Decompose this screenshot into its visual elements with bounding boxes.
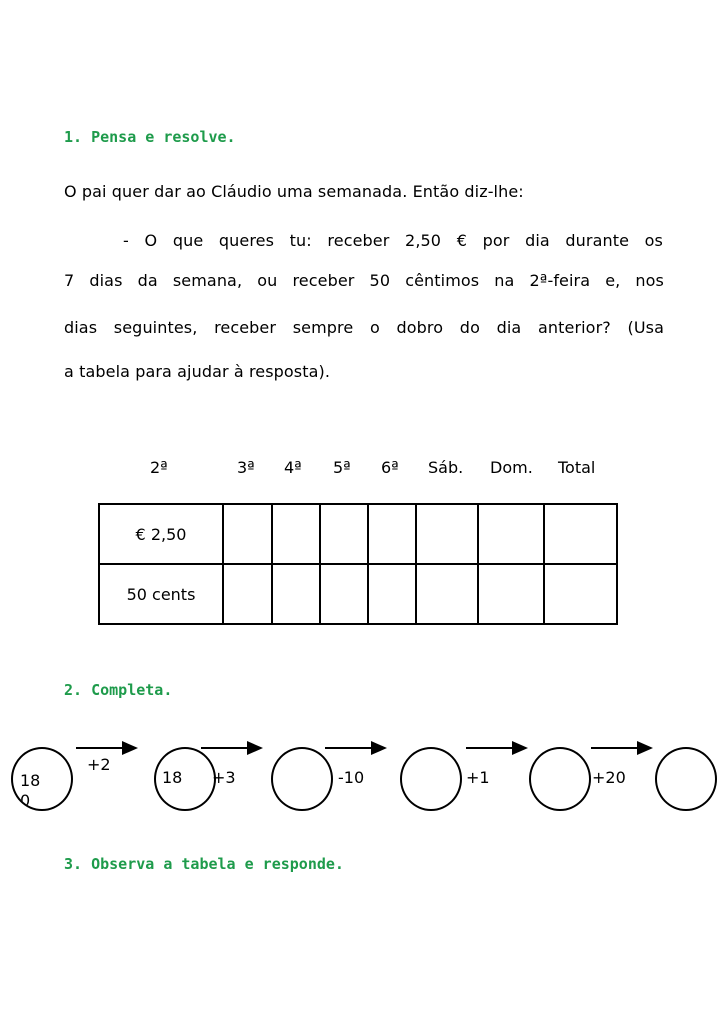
table-cell[interactable]	[368, 504, 416, 564]
circle-1-value: 18	[20, 771, 41, 790]
operation-4: +1	[466, 768, 490, 787]
operation-1: +2	[87, 755, 111, 774]
number-circle-1	[11, 747, 73, 811]
table-cell[interactable]	[272, 504, 320, 564]
table-cell[interactable]	[478, 504, 544, 564]
paragraph-line-3: 7 dias da semana, ou receber 50 cêntimos na 2ª-feira e, nos	[64, 271, 664, 290]
table-cell[interactable]	[544, 504, 617, 564]
paragraph-line-2: - O que queres tu: receber 2,50 € por dia durante os	[123, 231, 663, 250]
section-1-heading: 1. Pensa e resolve.	[64, 128, 236, 146]
circle-1-value-cut: 0	[20, 791, 31, 810]
number-circle-3[interactable]	[271, 747, 333, 811]
table-cell[interactable]	[320, 504, 368, 564]
table-header-quarta: 4ª	[284, 458, 302, 477]
operation-5: +20	[592, 768, 626, 787]
arrow-3-icon	[323, 738, 389, 758]
arrow-5-icon	[589, 738, 655, 758]
table-cell[interactable]	[416, 504, 478, 564]
operation-3: -10	[338, 768, 365, 787]
arrow-4-icon	[464, 738, 530, 758]
table-header-sabado: Sáb.	[428, 458, 464, 477]
table-header-terca: 3ª	[237, 458, 255, 477]
table-cell[interactable]	[478, 564, 544, 624]
week-table	[98, 503, 618, 625]
row-label-50-cents: 50 cents	[99, 564, 223, 624]
number-circle-4[interactable]	[400, 747, 462, 811]
table-header-segunda: 2ª	[150, 458, 168, 477]
table-header-domingo: Dom.	[490, 458, 533, 477]
arrow-2-icon	[199, 738, 265, 758]
paragraph-line-1: O pai quer dar ao Cláudio uma semanada. Então diz-lhe:	[64, 182, 524, 201]
table-cell[interactable]	[272, 564, 320, 624]
number-circle-5[interactable]	[529, 747, 591, 811]
section-2-heading: 2. Completa.	[64, 681, 173, 699]
table-header-sexta: 6ª	[381, 458, 399, 477]
circle-2-value: 18	[162, 768, 183, 787]
table-row	[99, 504, 617, 564]
number-circle-6[interactable]	[655, 747, 717, 811]
table-header-quinta: 5ª	[333, 458, 351, 477]
table-cell[interactable]	[416, 564, 478, 624]
table-cell[interactable]	[544, 564, 617, 624]
table-cell[interactable]	[320, 564, 368, 624]
table-header-total: Total	[558, 458, 596, 477]
operation-2: +3	[212, 768, 236, 787]
table-cell[interactable]	[223, 564, 272, 624]
table-cell[interactable]	[368, 564, 416, 624]
section-3-heading: 3. Observa a tabela e responde.	[64, 855, 344, 873]
row-label-2-50: € 2,50	[99, 504, 223, 564]
table-cell[interactable]	[223, 504, 272, 564]
paragraph-line-4: dias seguintes, receber sempre o dobro do dia anterior? (Usa	[64, 318, 664, 337]
paragraph-line-5: a tabela para ajudar à resposta).	[64, 362, 331, 381]
table-row	[99, 564, 617, 624]
